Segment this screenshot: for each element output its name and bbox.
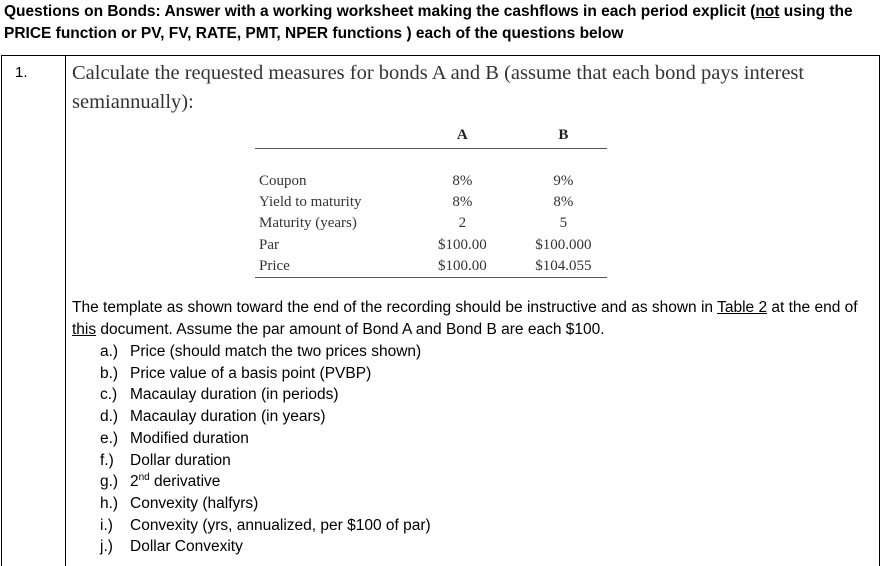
bond-table bbox=[255, 122, 607, 278]
cell-a-price: $100.00 bbox=[405, 256, 520, 278]
list-item bbox=[100, 450, 431, 472]
item-marker: e.) bbox=[100, 429, 119, 447]
cell-b-coupon: 9% bbox=[553, 172, 574, 189]
header-text-2: using the PRICE function or PV, FV, RATE, PMT, NPER functions ) each of the questions below bbox=[4, 3, 853, 42]
list-item bbox=[100, 406, 431, 428]
item-text: Convexity (yrs, annualized, per $100 of par) bbox=[130, 516, 431, 534]
item-text: Macaulay duration (in years) bbox=[130, 408, 326, 426]
bond-table-header bbox=[255, 122, 607, 149]
measures-list bbox=[100, 341, 431, 558]
header-text-1: Questions on Bonds: Answer with a working worksheet making the cashflows in each period explicit ( bbox=[4, 3, 756, 20]
bond-table-gap bbox=[255, 149, 607, 171]
item-text: Price (should match the two prices shown) bbox=[130, 343, 422, 360]
item-text-pre: 2 bbox=[130, 473, 139, 491]
item-marker: d.) bbox=[100, 408, 119, 426]
bond-table-corner bbox=[255, 122, 405, 149]
instructions-text-1: The template as shown toward the end of the recording should be instructive and as shown in bbox=[72, 299, 718, 316]
item-text: Macaulay duration (in periods) bbox=[130, 386, 339, 404]
cell-a-maturity: 2 bbox=[458, 215, 467, 232]
item-text: Modified duration bbox=[130, 429, 249, 447]
table-row bbox=[255, 213, 607, 234]
document-header bbox=[4, 1, 876, 45]
item-marker: f.) bbox=[100, 451, 114, 469]
col-header-b: B bbox=[520, 122, 607, 149]
item-marker: g.) bbox=[100, 473, 119, 491]
col-header-a: A bbox=[405, 122, 520, 149]
item-text: Dollar duration bbox=[130, 451, 231, 469]
list-item bbox=[100, 536, 431, 558]
table-row bbox=[255, 170, 607, 191]
cell-b-price: $104.055 bbox=[520, 256, 607, 278]
list-item bbox=[100, 384, 431, 406]
table-2-link[interactable]: Table 2 bbox=[717, 299, 768, 316]
instructions-text-2: at the end of bbox=[767, 299, 858, 316]
list-item bbox=[100, 363, 431, 385]
instructions-text-3: document. Assume the par amount of Bond A and Bond B are each $100. bbox=[96, 321, 605, 338]
row-label-ytm: Yield to maturity bbox=[259, 193, 362, 210]
item-text: Price value of a basis point (PVBP) bbox=[130, 364, 372, 382]
cell-a-par: $100.00 bbox=[437, 236, 487, 253]
cell-b-maturity: 5 bbox=[559, 215, 568, 232]
row-label-maturity: Maturity (years) bbox=[259, 215, 357, 232]
item-text bbox=[130, 471, 220, 493]
instructions-paragraph bbox=[72, 297, 872, 341]
item-text: Convexity (halfyrs) bbox=[130, 494, 259, 512]
item-marker: h.) bbox=[100, 494, 119, 512]
item-text-post: derivative bbox=[149, 473, 221, 491]
question-number: 1. bbox=[15, 64, 28, 81]
row-label-price: Price bbox=[255, 256, 405, 278]
table-row bbox=[255, 192, 607, 213]
item-text: Dollar Convexity bbox=[130, 538, 243, 556]
question-number-cell bbox=[2, 56, 66, 566]
list-item bbox=[100, 515, 431, 537]
list-item bbox=[100, 471, 431, 493]
cell-a-coupon: 8% bbox=[452, 172, 473, 189]
item-marker: j.) bbox=[100, 538, 113, 556]
cell-b-par: $100.000 bbox=[535, 236, 592, 253]
cell-b-ytm: 8% bbox=[553, 193, 574, 210]
list-item bbox=[100, 493, 431, 515]
item-text-sup: nd bbox=[138, 472, 150, 484]
row-label-coupon: Coupon bbox=[259, 172, 307, 189]
item-marker: c.) bbox=[100, 386, 118, 404]
cell-a-ytm: 8% bbox=[452, 193, 473, 210]
header-underlined-not: not bbox=[755, 3, 780, 20]
item-marker: a.) bbox=[100, 343, 119, 360]
table-row bbox=[255, 235, 607, 256]
row-label-par: Par bbox=[259, 236, 279, 253]
question-text: Calculate the requested measures for bonds A and B (assume that each bond pays interest semiannually): bbox=[72, 62, 805, 113]
list-item bbox=[100, 428, 431, 450]
list-item bbox=[100, 341, 431, 363]
item-marker: b.) bbox=[100, 364, 119, 382]
table-row bbox=[255, 256, 607, 278]
item-marker: i.) bbox=[100, 516, 113, 534]
this-document-link[interactable]: this bbox=[72, 321, 97, 338]
